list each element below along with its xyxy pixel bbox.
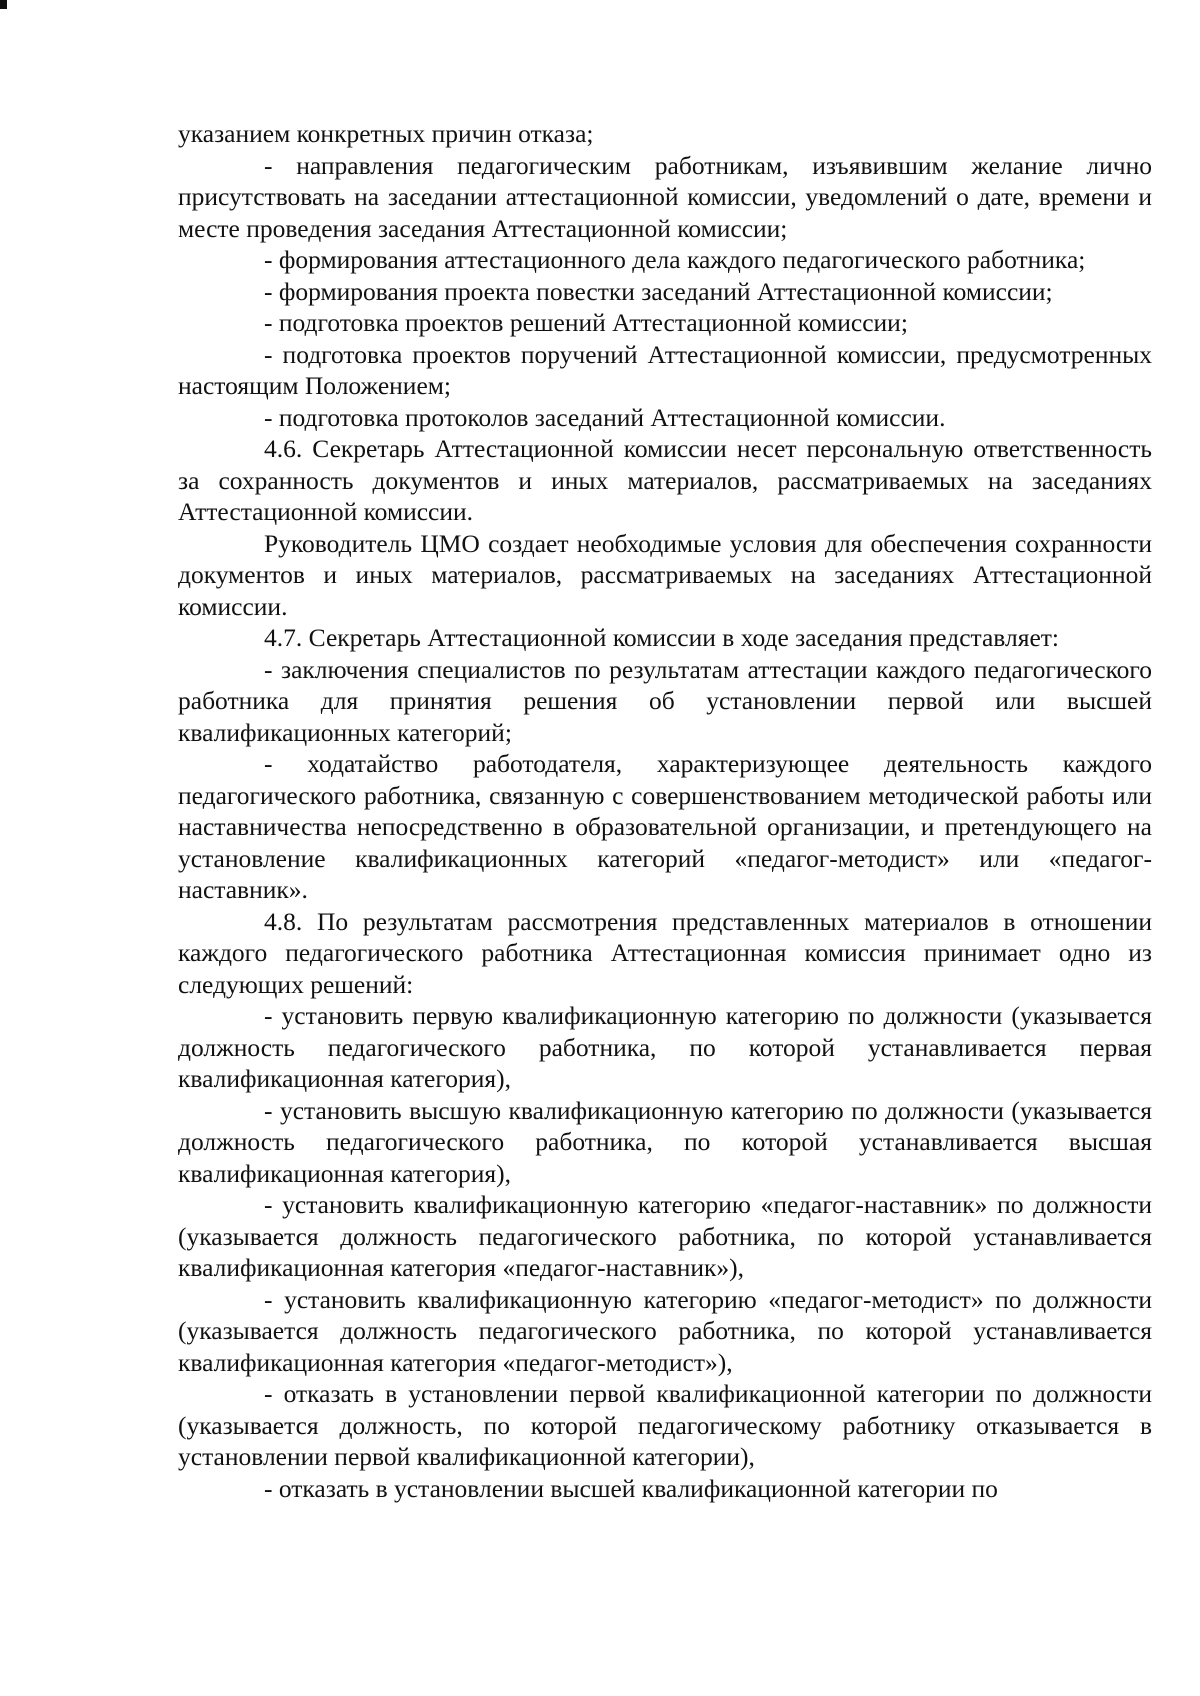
paragraph-head-cmo: Руководитель ЦМО создает необходимые условия для обеспечения сохранности документов и иных материалов, рассматриваемых на заседаниях Аттестационной комиссии.: [178, 528, 1152, 621]
list-item-refuse-highest: - отказать в установлении высшей квалификационной категории по: [264, 1473, 998, 1503]
paragraph-continuation: указанием конкретных причин отказа;: [178, 119, 594, 148]
clause-4-8: 4.8. По результатам рассмотрения представленных материалов в отношении каждого педагогического работника Аттестационная комиссия принимает одно из следующих решений:: [178, 906, 1152, 999]
clause-4-7: 4.7. Секретарь Аттестационной комиссии в ходе заседания представляет:: [264, 623, 1059, 652]
list-item-draft-decisions: - подготовка проектов решений Аттестационной комиссии;: [264, 308, 908, 337]
list-item-mentor-category: - установить квалификационную категорию «педагог-наставник» по должности (указывается должность педагогического работника, по которой устанавливается квалификационная категория «педагог-наставник»),: [178, 1190, 1152, 1282]
list-item-notification: - направления педагогическим работникам, изъявившим желание лично присутствовать на заседании аттестационной комиссии, уведомлений о дате, времени и месте проведения заседания Аттестационной комиссии;: [178, 150, 1152, 243]
list-item-draft-orders: - подготовка проектов поручений Аттестационной комиссии, предусмотренных настоящим Положением;: [178, 339, 1152, 400]
list-item-agenda: - формирования проекта повестки заседаний Аттестационной комиссии;: [264, 276, 1053, 306]
list-item-protocols: - подготовка протоколов заседаний Аттестационной комиссии.: [264, 402, 946, 432]
list-item-specialist-conclusions: - заключения специалистов по результатам аттестации каждого педагогического работника для принятия решения об установлении первой или высшей квалификационных категорий;: [178, 654, 1152, 747]
document-body: [178, 118, 1152, 1504]
scan-corner-mark: [0, 0, 7, 9]
list-item-methodist-category: - установить квалификационную категорию «педагог-методист» по должности (указывается должность педагогического работника, по которой устанавливается квалификационная категория «педагог-методист»),: [178, 1284, 1152, 1377]
clause-4-6: 4.6. Секретарь Аттестационной комиссии несет персональную ответственность за сохранность документов и иных материалов, рассматриваемых на заседаниях Аттестационной комиссии.: [178, 434, 1152, 526]
list-item-refuse-first: - отказать в установлении первой квалификационной категории по должности (указывается должность, по которой педагогическому работнику отказывается в установлении первой квалификационной категории),: [178, 1379, 1152, 1471]
list-item-case-file: - формирования аттестационного дела каждого педагогического работника;: [264, 245, 1086, 274]
list-item-highest-category: - установить высшую квалификационную категорию по должности (указывается должность педагогического работника, по которой устанавливается высшая квалификационная категория),: [178, 1095, 1152, 1188]
list-item-first-category: - установить первую квалификационную категорию по должности (указывается должность педагогического работника, по которой устанавливается первая квалификационная категория),: [178, 1001, 1152, 1093]
list-item-employer-petition: - ходатайство работодателя, характеризующее деятельность каждого педагогического работника, связанную с совершенствованием методической работы или наставничества непосредственно в образовательной организации, и претендующего на установление квалификационных категорий «педагог-методист» или «педагог-наставник».: [178, 749, 1152, 904]
